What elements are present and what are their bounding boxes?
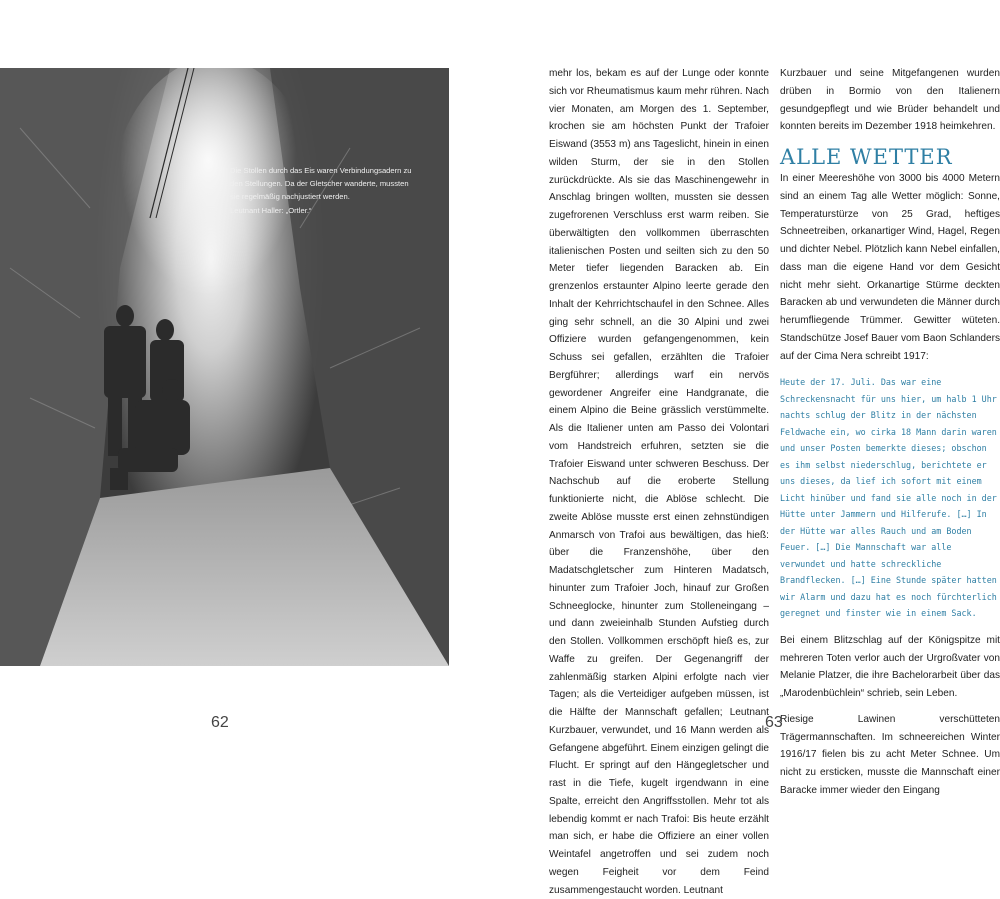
body-paragraph: Bei einem Blitzschlag auf der Königspitze mit mehreren Toten verlor auch der Urgroßvater von Melanie Platzer, die ihre Bachelorarbeit über das „Marodenbüchlein“ schrieb, sein Leben. (780, 634, 1000, 699)
body-paragraph: mehr los, bekam es auf der Lunge oder konnte sich vor Rheumatismus kaum mehr rühren. Nach vier Monaten, am Morgen des 1. September, krochen sie am höchsten Punkt der Trafoier Eiswand (3553 m) ans Tageslicht, hinein in einen wilden Sturm, der sie in den Stollen zurückdrückte. Als sie das Maschinengewehr in Anschlag bringen wollten, mussten sie dessen zugefrorenen Verschluss erst warm reiben. Sie überwältigten den vollkommen überraschten italienischen Posten und seilten sich zu den 50 Meter tiefer liegenden Baracken ab. Ein grenzenlos erstaunter Alpino leerte gerade den Inhalt der Kehrrichtschaufel in den Schnee. Alles ging sehr schnell, an die 30 Alpini und zwei Offiziere wurden gefangengenommen, kein Schuss sei gefallen, erzählten die Trafoier Bergführer; allerdings warf ein nervös gewordener Angreifer eine Handgranate, die einem Alpino die Beine grässlich verstümmelte. Als die Italiener unten am Passo dei Volontari vom Handstreich erfuhren, setzten sie die Trafoier Eiswand unter schweren Beschuss. Der Nachschub auf die eroberte Stellung funktionierte nicht, die Ablöse schlecht. Die zweite Ablöse musste erst einen zehnstündigen Anmarsch von Trafoi aus bewältigen, das hieß: über die Franzenshöhe, über den Madatschgletscher zum Hinteren Madatsch, hinunter zum Trafoier Joch, hinauf zur Großen Schneeglocke, hinunter zum Stolleneingang – und dann zweieinhalb Stunden Aufstieg durch den Stollen. Vollkommen erschöpft hieß es, zur Waffe zu greifen. Der Gegenangriff der zahlenmäßig starken Alpini erfolgte nach vier Tagen; als die Verteidiger aufgeben müssen, ist die Hälfte der Mannschaft gefallen; Leutnant Kurzbauer, verwundet, und 16 Mann werden als Gefangene abgeführt. Einem einzigen gelingt die Flucht. Er springt auf den Hängegletscher und rast in die Tiefe, kugelt irgendwann in eine Spalte, erreicht den Angriffsstollen. Mehr tot als lebendig kommt er nach Trafoi: Bis heute erzählt man sich, er habe die Offiziere an einer vollen Weintafel angetroffen und sei zudem noch wegen Feigheit vor dem Feind zusammengestaucht worden. Leutnant (549, 68, 769, 896)
text-column-2 (780, 65, 1000, 800)
caption-line: Die Stollen durch das Eis waren Verbindungsadern zu den Stellungen. Da der Gletscher wanderte, mussten sie regelmäßig nachjustiert werden. (230, 166, 412, 202)
photo-caption (230, 164, 420, 217)
photo-illustration (0, 68, 449, 666)
body-paragraph: Riesige Lawinen verschütteten Trägermannschaften. Im schneereichen Winter 1916/17 fielen bis zu acht Meter Schnee. Um nicht zu ersticken, musste die Mannschaft einer Baracke immer wieder den Eingang (780, 713, 1000, 796)
caption-line: Leutnant Haller: „Ortler.“ (230, 205, 312, 215)
diary-quote: Heute der 17. Juli. Das war eine Schreckensnacht für uns hier, um halb 1 Uhr nachts schlug der Blitz in der nächsten Feldwache ein, wo cirka 18 Mann darin waren und unser Posten bemerkte dieses; obschon es ihm selbst niederschlug, berichtete er uns dieses, da lief ich sofort mit einem Licht hinüber und fand sie alle noch in der Hütte unter Jammern und Hilferufe. […] In der Hütte war alles Rauch und am Boden Feuer. […] Die Mannschaft war alle verwundet und hatte schreckliche Brandflecken. […] Eine Stunde später hatten wir Alarm und dazu hat es noch fürchterlich geregnet und finster wie in einem Sack. (780, 377, 997, 619)
body-paragraph: In einer Meereshöhe von 3000 bis 4000 Metern sind an einem Tag alle Wetter möglich: Sonne, Temperaturstürze von 25 Grad, heftiges Schneetreiben, orkanartiger Wind, Hagel, Regen und dichter Nebel. Plötzlich kann Nebel einfallen, dass man die eigene Hand vor dem Gesicht nicht mehr sieht. Orkanartige Stürme deckten Baracken ab und verwundeten die Männer durch herumfliegende Trümmer. Gewitter wüteten. Standschütze Josef Bauer vom Baon Schlanders auf der Cima Nera schreibt 1917: (780, 173, 1000, 362)
ice-tunnel-photo (0, 68, 449, 666)
text-column-1 (549, 65, 769, 899)
page-number-right: 63 (765, 714, 783, 731)
page-number-left: 62 (211, 714, 229, 731)
section-heading: ALLE WETTER (780, 145, 953, 169)
body-paragraph: Kurzbauer und seine Mitgefangenen wurden drüben in Bormio von den Italienern gesundgepflegt und wie Brüder behandelt und konnten bereits im Dezember 1918 heimkehren. (780, 68, 1000, 133)
